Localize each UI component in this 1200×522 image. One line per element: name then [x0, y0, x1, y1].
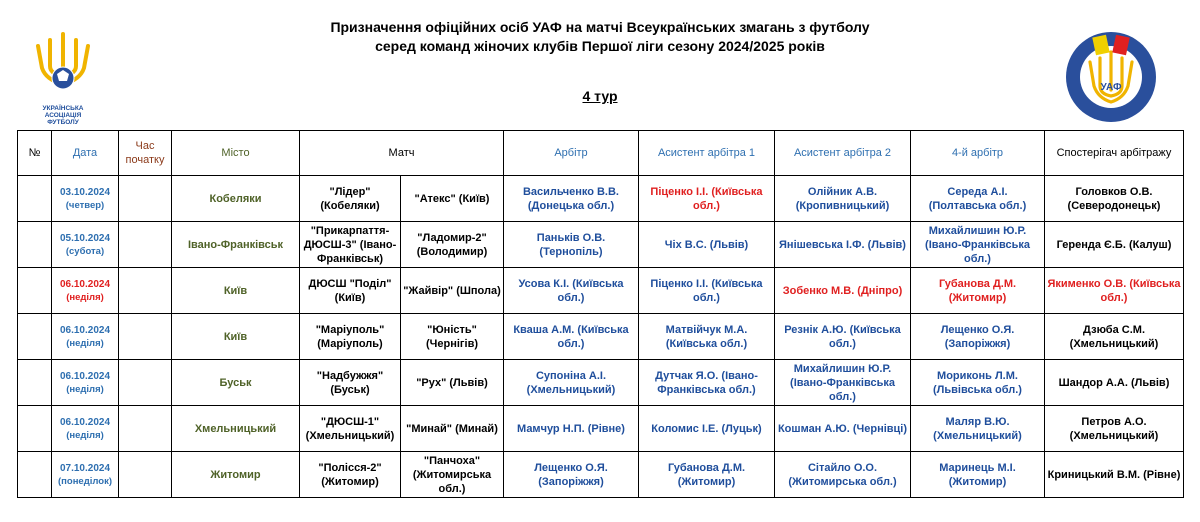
weekday-value: (четвер) — [65, 199, 105, 211]
col-referee: Арбітр — [504, 131, 639, 176]
cell-assistant1: Губанова Д.М. (Житомир) — [639, 452, 775, 498]
cell-assistant1: Матвійчук М.А. (Київська обл.) — [639, 314, 775, 360]
cell-fourth: Мориконь Л.М. (Львівська обл.) — [911, 360, 1045, 406]
cell-away-team: "Атекс" (Київ) — [401, 176, 504, 222]
weekday-value: (субота) — [65, 245, 105, 257]
cell-date — [52, 314, 119, 360]
cell-num — [18, 314, 52, 360]
date-value: 06.10.2024 — [59, 370, 111, 382]
cell-date — [52, 452, 119, 498]
logo-caption-line: УКРАЇНСЬКА — [42, 105, 84, 112]
cell-time — [119, 222, 172, 268]
cell-city: Івано-Франківськ — [172, 222, 300, 268]
cell-away-team: "Ладомир-2" (Володимир) — [401, 222, 504, 268]
cell-away-team: "Юність" (Чернігів) — [401, 314, 504, 360]
cell-home-team: "ДЮСШ-1" (Хмельницький) — [300, 406, 401, 452]
cell-fourth: Лещенко О.Я. (Запоріжжя) — [911, 314, 1045, 360]
cell-assistant2: Михайлишин Ю.Р. (Івано-Франківська обл.) — [775, 360, 911, 406]
logo-caption-line: АСОЦІАЦІЯ — [44, 112, 82, 119]
cell-num — [18, 176, 52, 222]
cell-observer: Шандор А.А. (Львів) — [1045, 360, 1184, 406]
cell-fourth: Середа А.І. (Полтавська обл.) — [911, 176, 1045, 222]
cell-fourth: Маринець М.І. (Житомир) — [911, 452, 1045, 498]
cell-date — [52, 360, 119, 406]
date-value: 05.10.2024 — [59, 232, 111, 244]
cell-time — [119, 360, 172, 406]
cell-observer: Геренда Є.Б. (Калуш) — [1045, 222, 1184, 268]
col-date: Дата — [52, 131, 119, 176]
cell-referee: Усова К.І. (Київська обл.) — [504, 268, 639, 314]
cell-num — [18, 268, 52, 314]
cell-fourth: Михайлишин Ю.Р. (Івано-Франківська обл.) — [911, 222, 1045, 268]
uaf-logo — [30, 28, 96, 126]
cell-assistant1: Дутчак Я.О. (Івано-Франківська обл.) — [639, 360, 775, 406]
appointments-table — [17, 130, 1184, 498]
cell-home-team: "Прикарпаття-ДЮСШ-3" (Івано-Франківськ) — [300, 222, 401, 268]
cell-observer: Петров А.О. (Хмельницький) — [1045, 406, 1184, 452]
cell-assistant2: Резнік А.Ю. (Київська обл.) — [775, 314, 911, 360]
cell-num — [18, 360, 52, 406]
cell-assistant1: Піценко І.І. (Київська обл.) — [639, 176, 775, 222]
weekday-value: (неділя) — [66, 383, 104, 395]
page-title — [250, 18, 950, 56]
date-value: 06.10.2024 — [59, 324, 111, 336]
weekday-value: (неділя) — [66, 291, 104, 303]
table-row — [18, 314, 1184, 360]
cell-home-team: "Полісся-2" (Житомир) — [300, 452, 401, 498]
date-value: 07.10.2024 — [59, 462, 111, 474]
cell-observer: Якименко О.В. (Київська обл.) — [1045, 268, 1184, 314]
cell-num — [18, 406, 52, 452]
cell-home-team: "Надбужжя" (Буськ) — [300, 360, 401, 406]
cell-away-team: "Панчоха" (Житомирська обл.) — [401, 452, 504, 498]
cell-referee: Кваша А.М. (Київська обл.) — [504, 314, 639, 360]
logo-caption-line: ФУТБОЛУ — [47, 119, 79, 126]
cell-referee: Супоніна А.І. (Хмельницький) — [504, 360, 639, 406]
cell-referee: Лещенко О.Я. (Запоріжжя) — [504, 452, 639, 498]
cell-assistant2: Олійник А.В. (Кропивницький) — [775, 176, 911, 222]
cell-assistant2: Сітайло О.О. (Житомирська обл.) — [775, 452, 911, 498]
cell-referee: Мамчур Н.П. (Рівне) — [504, 406, 639, 452]
cell-observer: Головков О.В. (Северодонецьк) — [1045, 176, 1184, 222]
cell-away-team: "Минай" (Минай) — [401, 406, 504, 452]
weekday-value: (неділя) — [66, 429, 104, 441]
table-row — [18, 452, 1184, 498]
col-assistant2: Асистент арбітра 2 — [775, 131, 911, 176]
cell-assistant1: Піценко І.І. (Київська обл.) — [639, 268, 775, 314]
uaf-logo-caption — [30, 105, 96, 126]
col-time: Час початку — [119, 131, 172, 176]
cell-time — [119, 406, 172, 452]
cell-date — [52, 176, 119, 222]
cell-city: Київ — [172, 314, 300, 360]
cell-time — [119, 268, 172, 314]
col-assistant1: Асистент арбітра 1 — [639, 131, 775, 176]
referee-committee-emblem-icon — [1064, 30, 1158, 124]
col-match: Матч — [300, 131, 504, 176]
col-city: Місто — [172, 131, 300, 176]
table-row — [18, 360, 1184, 406]
cell-referee: Васильченко В.В. (Донецька обл.) — [504, 176, 639, 222]
weekday-value: (понеділок) — [57, 475, 113, 487]
cell-time — [119, 176, 172, 222]
cell-assistant1: Коломис І.Е. (Луцьк) — [639, 406, 775, 452]
col-num: № — [18, 131, 52, 176]
logo-uaf-text: УАФ — [1100, 82, 1122, 93]
cell-time — [119, 452, 172, 498]
cell-num — [18, 222, 52, 268]
cell-date — [52, 268, 119, 314]
referee-committee-logo — [1064, 30, 1158, 124]
cell-observer: Дзюба С.М. (Хмельницький) — [1045, 314, 1184, 360]
cell-city: Житомир — [172, 452, 300, 498]
table-header-row — [18, 131, 1184, 176]
cell-referee: Паньків О.В. (Тернопіль) — [504, 222, 639, 268]
cell-city: Хмельницький — [172, 406, 300, 452]
table-row — [18, 406, 1184, 452]
cell-num — [18, 452, 52, 498]
title-line-2: серед команд жіночих клубів Першої ліги сезону 2024/2025 років — [375, 38, 825, 54]
date-value: 03.10.2024 — [59, 186, 111, 198]
title-line-1: Призначення офіційних осіб УАФ на матчі Всеукраїнських змагань з футболу — [330, 19, 870, 35]
tour-label: 4 тур — [582, 88, 618, 104]
cell-assistant2: Кошман А.Ю. (Чернівці) — [775, 406, 911, 452]
col-fourth: 4-й арбітр — [911, 131, 1045, 176]
cell-fourth: Губанова Д.М. (Житомир) — [911, 268, 1045, 314]
cell-away-team: "Жайвір" (Шпола) — [401, 268, 504, 314]
cell-city: Київ — [172, 268, 300, 314]
cell-time — [119, 314, 172, 360]
col-observer: Спостерігач арбітражу — [1045, 131, 1184, 176]
cell-assistant1: Чіх В.С. (Львів) — [639, 222, 775, 268]
cell-home-team: ДЮСШ "Поділ" (Київ) — [300, 268, 401, 314]
cell-observer: Криницький В.М. (Рівне) — [1045, 452, 1184, 498]
cell-away-team: "Рух" (Львів) — [401, 360, 504, 406]
table-row — [18, 268, 1184, 314]
table-row — [18, 176, 1184, 222]
date-value: 06.10.2024 — [59, 416, 111, 428]
cell-home-team: "Маріуполь" (Маріуполь) — [300, 314, 401, 360]
cell-fourth: Маляр В.Ю. (Хмельницький) — [911, 406, 1045, 452]
cell-assistant2: Янішевська І.Ф. (Львів) — [775, 222, 911, 268]
trident-ball-icon — [30, 28, 96, 98]
cell-date — [52, 406, 119, 452]
cell-date — [52, 222, 119, 268]
weekday-value: (неділя) — [66, 337, 104, 349]
cell-home-team: "Лідер" (Кобеляки) — [300, 176, 401, 222]
date-value: 06.10.2024 — [59, 278, 111, 290]
cell-city: Кобеляки — [172, 176, 300, 222]
table-row — [18, 222, 1184, 268]
cell-city: Буськ — [172, 360, 300, 406]
cell-assistant2: Зобенко М.В. (Дніпро) — [775, 268, 911, 314]
